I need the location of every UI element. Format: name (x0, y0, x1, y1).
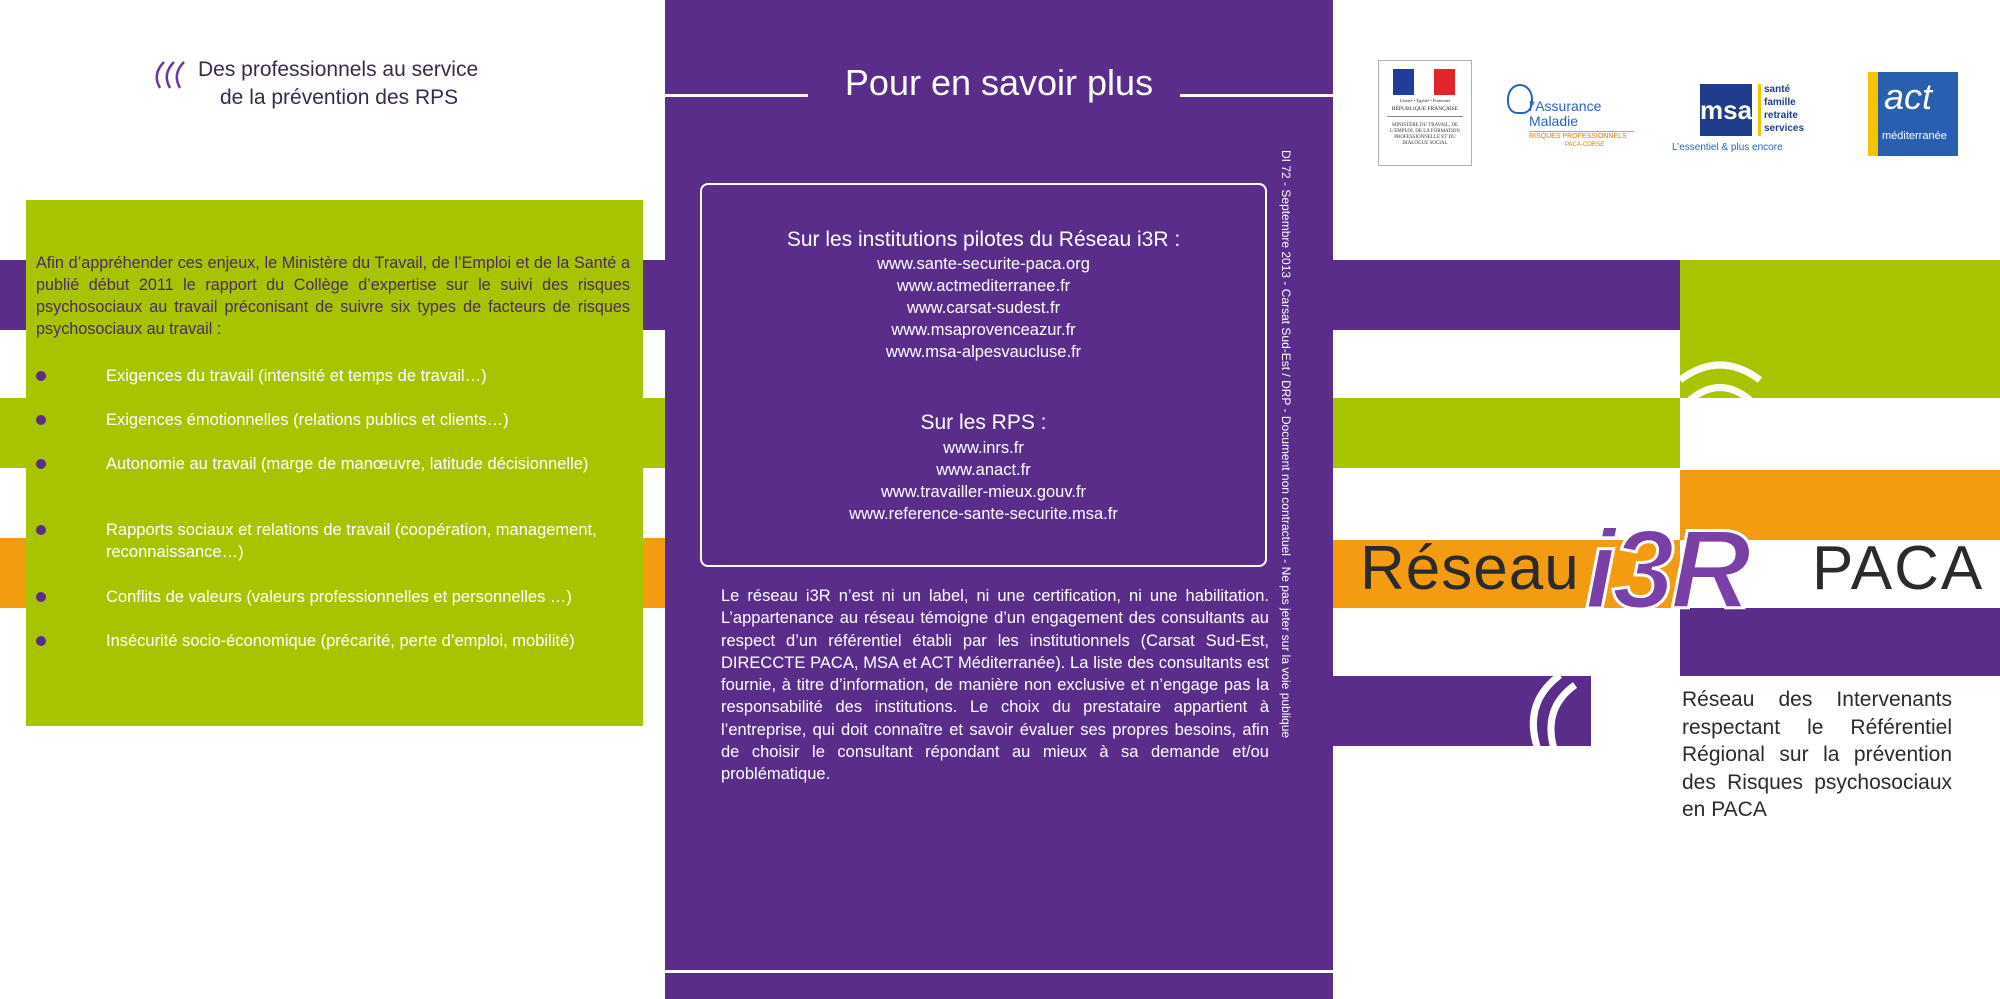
act-sub: méditerranée (1882, 130, 1947, 142)
msa-word-1: santé (1764, 84, 1791, 95)
msa-mark: msa (1700, 84, 1752, 136)
ministere-motto: Liberté • Égalité • Fraternité (1399, 98, 1451, 103)
ministere-republique: RÉPUBLIQUE FRANÇAISE (1391, 106, 1459, 112)
link-travailler-mieux[interactable]: www.travailler-mieux.gouv.fr (880, 483, 1087, 501)
list-item-text: Rapports sociaux et relations de travail (coopération, management, reconnaissance…) (106, 521, 597, 561)
left-tagline-line2: de la prévention des RPS (220, 86, 459, 109)
bullet-dot-icon (36, 459, 46, 469)
assurance-line3: RISQUES PROFESSIONNELS (1529, 133, 1627, 140)
assurance-line2: Maladie (1529, 113, 1579, 129)
brand-i3r: i3R (1585, 507, 1748, 632)
msa-word-2: famille (1764, 97, 1796, 108)
link-anact[interactable]: www.anact.fr (936, 461, 1031, 479)
stripe-purple-right-top (1333, 260, 1680, 330)
assurance-line4: PACA-CORSE (1565, 142, 1605, 148)
act-mediterranee-logo (1868, 72, 1958, 156)
ministere-name: MINISTÈRE DU TRAVAIL, DE L’EMPLOI, DE LA FORMATION PROFESSIONNELLE ET DU DIALOGUE SOCIAL (1389, 123, 1461, 146)
link-sante-securite[interactable]: www.sante-securite-paca.org (877, 255, 1090, 273)
list-item-text: Exigences émotionnelles (relations publics et clients…) (106, 411, 509, 429)
msa-word-3: retraite (1764, 110, 1798, 121)
middle-panel (665, 0, 1333, 999)
network-paragraph: Le réseau i3R n’est ni un label, ni une certification, ni une habilitation. L’appartenance au réseau témoigne d’un engagement des consultants au respect d’un référentiel établi par les institutionnels (Carsat Sud-Est, DIRECCTE PACA, MSA et ACT Méditerranée). La liste des consultants est fournie, à titre d’information, de manière non exclusive et n’engage pas la responsabilité des institutions. Le choix du prestataire appartient à l’entreprise, qui doit connaître et savoir évaluer ses propres besoins, afin de choisir le consultant répondant au mieux à sa demande et/ou problématique. (721, 587, 1269, 784)
title-rule-right (1180, 94, 1333, 97)
links-box (700, 183, 1267, 567)
link-reference-sante-securite[interactable]: www.reference-sante-securite.msa.fr (849, 505, 1118, 523)
list-item-text: Exigences du travail (intensité et temps de travail…) (106, 367, 487, 385)
link-msa-alpesvaucluse[interactable]: www.msa-alpesvaucluse.fr (885, 343, 1082, 361)
left-tagline-line1: Des professionnels au service (198, 58, 479, 81)
assurance-line1: l’Assurance (1529, 98, 1602, 114)
brand-paca: PACA (1812, 534, 1985, 603)
side-note: DI 72 - Septembre 2013 - Carsat Sud-Est / DRP - Document non contractuel - Ne pas jeter sur la voie publique (1279, 150, 1293, 739)
list-item-text: Conflits de valeurs (valeurs professionnelles et personnelles …) (106, 588, 572, 606)
arcs-icon (150, 58, 196, 104)
intro-paragraph: Afin d’appréhender ces enjeux, le Ministère du Travail, de l’Emploi et de la Santé a publié début 2011 le rapport du Collège d’expertise sur le suivi des risques psychosociaux au travail préconisant de suivre six types de facteurs de risques psychosociaux au travail : (36, 254, 630, 338)
french-flag-icon (1393, 69, 1455, 95)
link-inrs[interactable]: www.inrs.fr (943, 439, 1024, 457)
link-actmediterranee[interactable]: www.actmediterranee.fr (896, 277, 1071, 295)
stripe-green-right-mid (1333, 398, 1680, 468)
bullet-dot-icon (36, 371, 46, 381)
list-item-text: Autonomie au travail (marge de manœuvre, latitude décisionnelle) (106, 455, 589, 473)
ministere-logo (1378, 60, 1472, 166)
brand-reseau: Réseau (1360, 534, 1580, 603)
arcs-icon (1660, 320, 1780, 430)
msa-logo (1672, 82, 1822, 156)
link-carsat[interactable]: www.carsat-sudest.fr (906, 299, 1061, 317)
network-tagline: Réseau des Intervenants respectant le Référentiel Régional sur la prévention des Risques psychosociaux en PACA (1682, 688, 1952, 821)
assurance-maladie-logo (1505, 80, 1635, 156)
arcs-icon (1500, 665, 1610, 775)
link-msaprovenceazur[interactable]: www.msaprovenceazur.fr (891, 321, 1076, 339)
msa-word-4: services (1764, 123, 1805, 134)
rps-heading: Sur les RPS : (920, 411, 1047, 434)
page-title: Pour en savoir plus (844, 62, 1154, 103)
list-item-text: Insécurité socio-économique (précarité, perte d’emploi, mobilité) (106, 632, 575, 650)
msa-slogan: L’essentiel & plus encore (1672, 142, 1783, 153)
bullet-dot-icon (36, 592, 46, 602)
act-mark: act (1884, 76, 1933, 117)
bullet-dot-icon (36, 525, 46, 535)
rps-factors-box (26, 200, 643, 726)
bullet-dot-icon (36, 636, 46, 646)
bullet-dot-icon (36, 415, 46, 425)
bottom-rule (665, 970, 1333, 973)
institutions-heading: Sur les institutions pilotes du Réseau i3R : (786, 228, 1181, 251)
